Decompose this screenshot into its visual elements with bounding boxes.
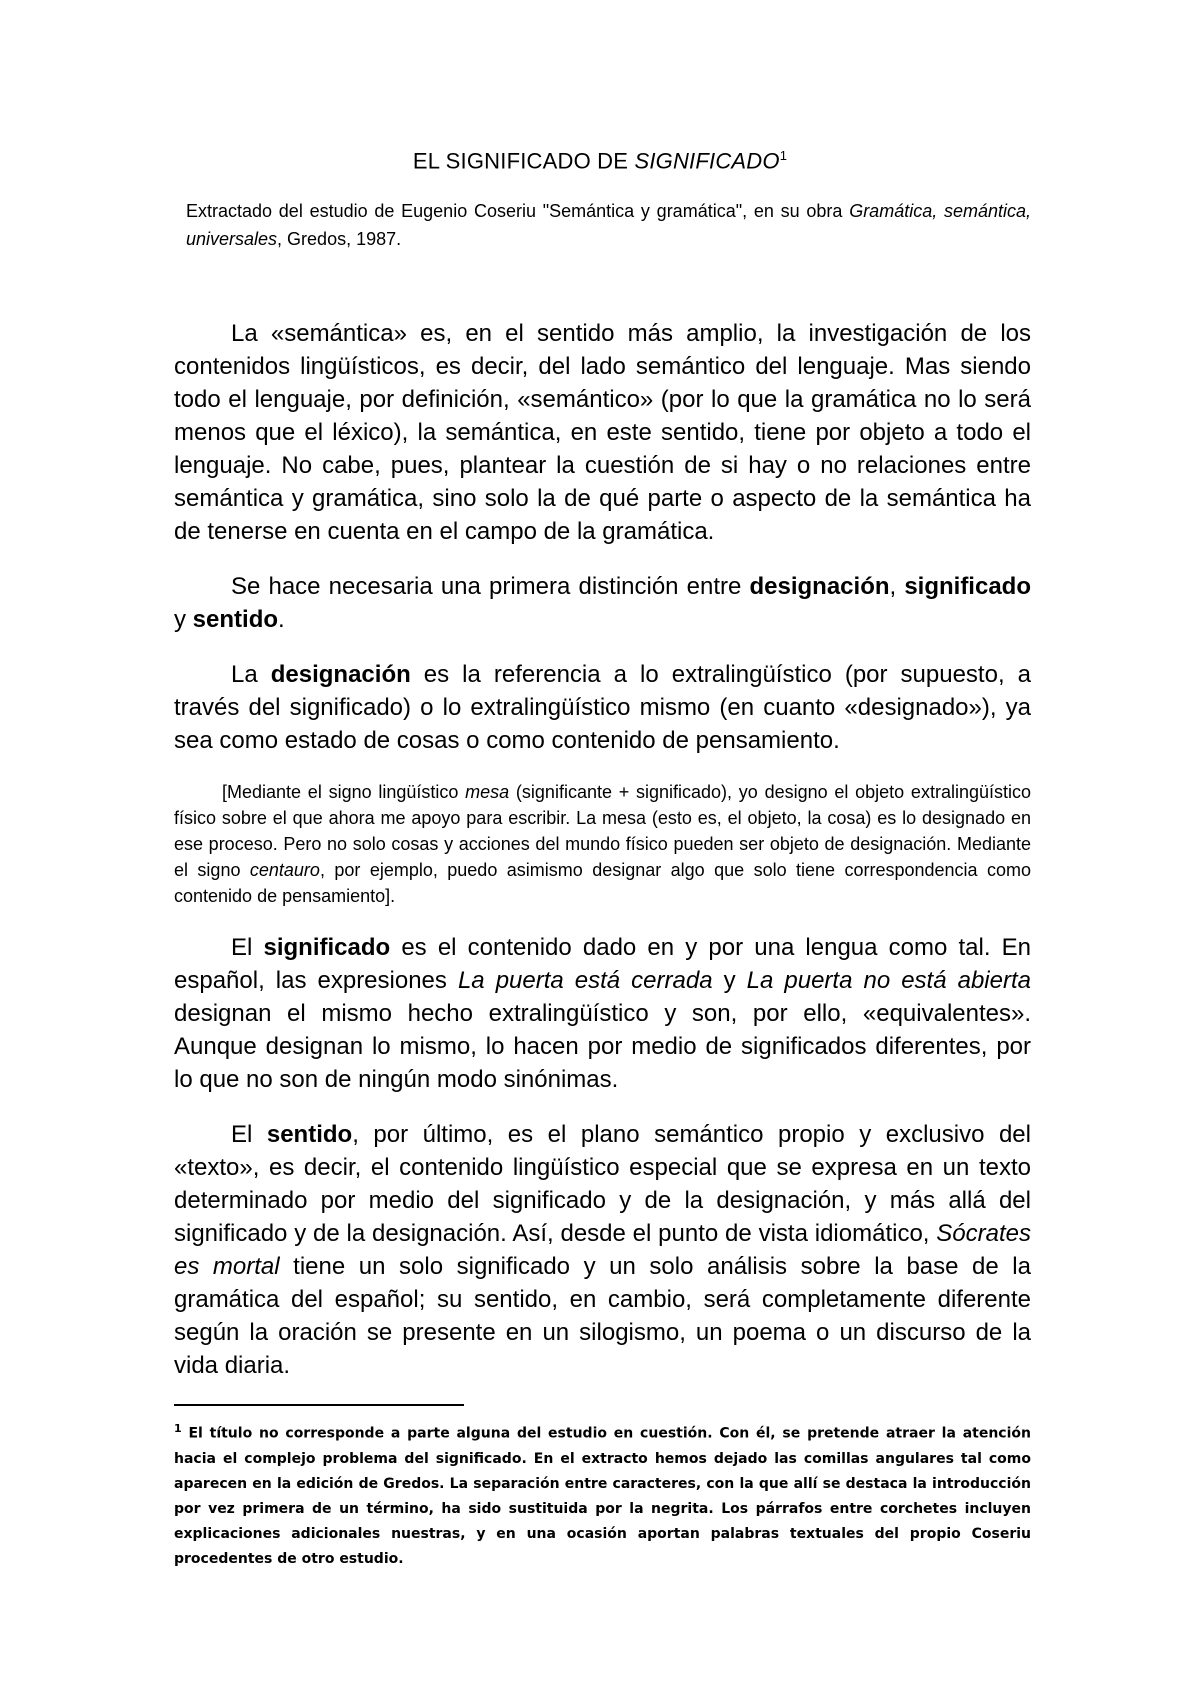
term-designacion: designación xyxy=(749,573,890,600)
footnote-separator xyxy=(174,1404,464,1406)
note-text-b: (significante + significado), yo designo el objeto extralingüístico físico sobre el que ahora me apoyo para escribir. La mesa (esto es, el objeto, la cosa) es lo designado en ese proceso. Pero no solo cosas y acciones del mundo físico pueden ser objeto de designación. Mediante el signo xyxy=(174,782,1031,880)
p3-text-a: La xyxy=(231,661,271,688)
source-note xyxy=(186,197,1031,253)
p5-italic: Sócrates es mortal xyxy=(174,1220,1031,1280)
p5-text-d: tiene un solo significado y un solo análisis sobre la base de la gramática del español; su sentido, en cambio, será completamente diferente según la oración se presente en un silogismo, un poema o un discurso de la vida diaria. xyxy=(174,1253,1031,1379)
p5-text-c: , por último, es el plano semántico propio y exclusivo del «texto», es decir, el contenido lingüístico especial que se expresa en un texto determinado por medio del significado y de la designación, y más allá del significado y de la designación. Así, desde el punto de vista idiomático, xyxy=(174,1121,1031,1247)
p5-text-a: El xyxy=(231,1121,267,1148)
bracketed-note xyxy=(174,779,1031,909)
note-italic-centauro: centauro xyxy=(249,860,320,880)
p4-italic-2: La puerta no está abierta xyxy=(746,967,1031,994)
p4-text-c: es el contenido dado en y por una lengua como tal. En español, las expresiones xyxy=(174,934,1032,994)
p2-text-c: , xyxy=(889,573,905,600)
title-italic: SIGNIFICADO xyxy=(634,148,780,174)
p4-italic-1: La puerta está cerrada xyxy=(457,967,713,994)
paragraph-designacion xyxy=(174,658,1031,757)
p2-text-d: y xyxy=(174,606,193,633)
paragraph-semantica: La «semántica» es, en el sentido más amplio, la investigación de los contenidos lingüísticos, es decir, del lado semántico del lenguaje. Mas siendo todo el lenguaje, por definición, «semántico» (por lo que la gramática no lo será menos que el léxico), la semántica, en este sentido, tiene por objeto a todo el lenguaje. No cabe, pues, plantear la cuestión de si hay o no relaciones entre semántica y gramática, sino solo la de qué parte o aspecto de la semántica ha de tenerse en cuenta en el campo de la gramática. xyxy=(174,320,1031,545)
source-work-title: Gramática, semántica, universales xyxy=(186,201,1032,249)
note-italic-mesa: mesa xyxy=(465,782,510,802)
p2-text-e: . xyxy=(278,606,285,633)
footnote-mark: 1 xyxy=(174,1422,182,1435)
title-footnote-mark[interactable]: 1 xyxy=(779,148,788,163)
p3-term: designación xyxy=(270,661,411,688)
paragraph-distincion xyxy=(174,570,1031,636)
term-significado: significado xyxy=(904,573,1031,600)
title-text: EL SIGNIFICADO DE xyxy=(412,148,635,174)
term-sentido: sentido xyxy=(192,606,279,633)
note-text-c: , por ejemplo, puedo asimismo designar algo que solo tiene correspondencia como contenido de pensamiento]. xyxy=(174,860,1031,906)
note-text-a: [Mediante el signo lingüístico xyxy=(222,782,466,802)
footnote xyxy=(174,1416,1031,1572)
source-text-1: Extractado del estudio de Eugenio Coseriu "Semántica y gramática", en su obra xyxy=(186,201,850,221)
p4-term: significado xyxy=(263,934,391,961)
p2-text-a: Se hace necesaria una primera distinción entre xyxy=(231,573,750,600)
footnote-text: El título no corresponde a parte alguna del estudio en cuestión. Con él, se pretende atraer la atención hacia el complejo problema del significado. En el extracto hemos dejado las comillas angulares tal como aparecen en la edición de Gredos. La separación entre caracteres, con la que allí se destaca la introducción por vez primera de un término, ha sido sustituida por la negrita. Los párrafos entre corchetes incluyen explicaciones adicionales nuestras, y en una ocasión aportan palabras textuales del propio Coseriu procedentes de otro estudio. xyxy=(174,1425,1031,1567)
p5-term: sentido xyxy=(266,1121,353,1148)
p4-text-a: El xyxy=(231,934,264,961)
document-title xyxy=(0,143,1200,174)
paragraph-sentido xyxy=(174,1118,1031,1382)
document-body xyxy=(174,317,1031,1404)
source-text-2: , Gredos, 1987. xyxy=(277,229,402,249)
p4-text-d: y xyxy=(712,967,747,994)
p3-text-c: es la referencia a lo extralingüístico (por supuesto, a través del significado) o lo extralingüístico mismo (en cuanto «designado»), ya sea como estado de cosas o como contenido de pensamiento. xyxy=(174,661,1031,754)
paragraph-significado xyxy=(174,931,1031,1096)
p4-text-e: designan el mismo hecho extralingüístico y son, por ello, «equivalentes». Aunque designan lo mismo, lo hacen por medio de significados diferentes, por lo que no son de ningún modo sinónimas. xyxy=(174,1000,1031,1093)
